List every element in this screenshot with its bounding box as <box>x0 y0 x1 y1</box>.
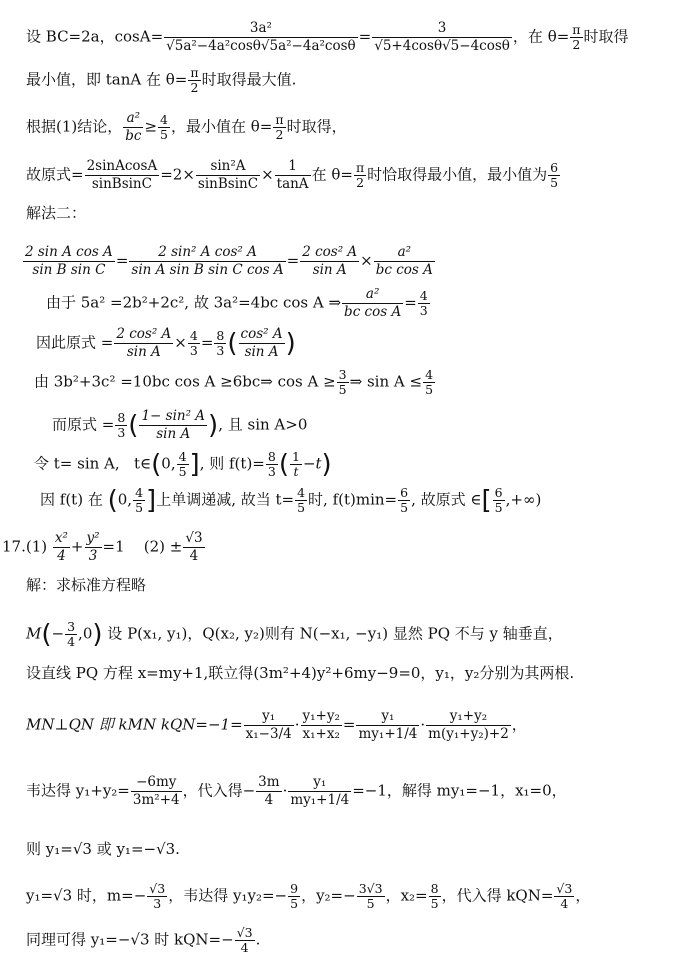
text: ，代入得− <box>182 781 256 800</box>
text: ,0 <box>78 624 93 643</box>
line-6 <box>22 244 436 279</box>
section-heading: 解法二： <box>26 204 87 222</box>
text: (3m²+4)y²+6my−9=0，y₁，y₂分别为其两根. <box>253 664 575 682</box>
fraction <box>188 329 200 358</box>
numerator: a² <box>342 286 403 304</box>
text: 因此原式 = <box>36 333 114 352</box>
denominator: bc cos A <box>344 304 402 320</box>
text: ， <box>511 715 527 734</box>
fraction <box>139 408 207 443</box>
numerator: 8 <box>216 328 225 343</box>
text: ⇒ sin A ≤ <box>349 372 423 391</box>
fraction <box>53 530 70 565</box>
fraction <box>288 774 351 809</box>
fraction <box>290 450 302 479</box>
fraction <box>244 708 294 743</box>
numerator: √3 <box>236 925 253 940</box>
paren: ( <box>41 619 52 650</box>
text: 最小值，即 tanA 在 θ= <box>26 70 188 89</box>
text: y₁=√3 时，m=− <box>26 886 147 905</box>
denominator: 5 <box>135 500 144 515</box>
fraction <box>300 244 359 279</box>
equals: = <box>342 715 356 734</box>
numerator: 4 <box>135 485 144 500</box>
fraction <box>133 486 145 515</box>
line-5 <box>26 202 86 224</box>
line-2 <box>26 66 296 95</box>
fraction <box>235 926 255 955</box>
line-15: M(− $\frac{3}{4}$ ,0) 设 P(x₁, y₁)，Q(x₂, y₂)则有 N(−x₁, −y₁) 显然 PQ 不与 y 轴垂直， <box>26 619 563 650</box>
denominator: t <box>293 464 299 479</box>
numerator: a² <box>374 244 435 262</box>
fraction <box>342 286 403 321</box>
text: =−1，解得 my₁=−1，x₁=0， <box>352 781 567 800</box>
fraction <box>423 368 435 397</box>
fraction <box>426 708 511 743</box>
text: ， <box>575 886 591 905</box>
text: ，最小值在 θ= <box>170 117 273 136</box>
text: 设 BC=2a，cosA= <box>26 27 164 46</box>
numerator: 6 <box>494 485 503 500</box>
numerator: y² <box>86 530 100 546</box>
denominator: 5 <box>430 896 439 911</box>
numerator: 2 sin A cos A <box>25 244 113 260</box>
question-number: 17.(1) <box>2 537 48 556</box>
numerator: y₁ <box>244 708 294 726</box>
line-18: 韦达得 y₁+y₂= $\frac{-6my}{\text{3m²+4}}$ ，代入得− $\frac{3m}{4}$ · $\frac{\text{y₁}}{\text{my₁+1/4}}$ =−1，解得 my₁=−1，x₁=0， <box>26 774 567 808</box>
paren: ( <box>227 328 238 359</box>
fraction <box>295 486 307 515</box>
line-16 <box>26 662 574 684</box>
text: 0, <box>117 490 133 509</box>
numerator: 2 cos² A <box>116 326 172 342</box>
denominator: my₁+1/4 <box>358 726 418 742</box>
numerator: 2sinAcosA <box>86 158 158 174</box>
fraction <box>273 113 285 142</box>
line-19 <box>26 838 180 860</box>
numerator: 3 <box>372 20 512 38</box>
equals: = <box>358 27 372 46</box>
denominator: sin B sin C <box>32 262 106 278</box>
line-7 <box>46 286 431 321</box>
fraction <box>301 708 342 743</box>
numerator: √3 <box>185 530 203 546</box>
text: 则 y₁=√3 或 y₁=−√3. <box>26 840 180 858</box>
denominator: sin A <box>312 262 347 278</box>
line-21 <box>26 926 260 955</box>
numerator: 6 <box>400 485 409 500</box>
text: 上单调递减, 故当 t= <box>156 490 295 509</box>
fraction <box>214 329 226 358</box>
numerator: 4 <box>419 288 428 303</box>
denominator: x₁−3/4 <box>245 726 292 742</box>
text: 因 f(t) 在 <box>40 490 103 509</box>
denominator: m(y₁+y₂)+2 <box>428 726 509 742</box>
denominator: 3 <box>189 343 198 358</box>
fraction <box>256 774 281 809</box>
times: × <box>360 251 373 270</box>
denominator: sin A sin B sin C cos A <box>131 262 284 278</box>
text: 在 θ= <box>311 165 353 184</box>
denominator: 3 <box>216 343 225 358</box>
fraction <box>357 882 385 911</box>
denominator: 5 <box>290 896 299 911</box>
numerator: 4 <box>425 367 434 382</box>
bracket: [ <box>481 485 492 516</box>
denominator: 5 <box>400 500 409 515</box>
denominator: 3 <box>267 464 276 479</box>
bracket: ] <box>189 449 200 480</box>
denominator: 3m²+4 <box>132 792 180 808</box>
numerator: y₁ <box>288 774 351 792</box>
text: 时取得， <box>286 117 347 136</box>
line-8 <box>36 326 296 361</box>
denominator: 3 <box>153 896 162 911</box>
line-10 <box>52 408 307 443</box>
denominator: 5 <box>550 175 559 190</box>
fraction <box>398 486 410 515</box>
denominator: 4 <box>240 940 249 955</box>
text: 而原式 = <box>52 415 115 434</box>
numerator: 8 <box>117 410 126 425</box>
numerator: 6 <box>550 160 559 175</box>
fraction <box>239 326 285 361</box>
text: 设 P(x₁, y₁)，Q(x₂, y₂)则有 N(−x₁, −y₁) 显然 PQ 不与 y 轴垂直， <box>107 624 563 643</box>
fraction <box>65 620 77 649</box>
denominator: 2 <box>572 37 581 52</box>
fraction <box>372 20 512 55</box>
paren: ) <box>285 328 296 359</box>
numerator: 4 <box>297 485 306 500</box>
line-17: MN⊥QN 即 kMN kQN=−1= $\frac{\text{y₁}}{\text{x₁−3/4}}$ · $\frac{\text{y₁+y₂}}{\text{x₁+x₂}}$ = $\frac{\text{y₁}}{\text{my₁+1/4}}$ · $\frac{\text{y₁+y₂}}{\text{m(y₁+y₂)+2}}$ ， <box>26 708 527 742</box>
paren: ( <box>151 449 162 480</box>
numerator: 1 <box>291 449 300 464</box>
text: M <box>26 624 42 643</box>
text: . <box>255 930 261 949</box>
denominator: √5+4cosθ√5−4cosθ <box>374 38 510 54</box>
paren: ) <box>208 410 219 441</box>
text: 时取得 <box>583 27 629 46</box>
line-3 <box>26 110 347 145</box>
fraction <box>23 244 115 279</box>
denominator: 4 <box>560 896 569 911</box>
line-4 <box>26 158 561 193</box>
fraction <box>356 708 419 743</box>
fraction <box>554 882 574 911</box>
denominator: √5a²−4a²cosθ√5a²−4a²cosθ <box>166 38 356 54</box>
text: ，y₂=− <box>301 886 356 905</box>
denominator: tanA <box>276 176 309 192</box>
numerator: −6my <box>131 774 182 792</box>
paren: ) <box>321 449 332 480</box>
fraction <box>337 368 349 397</box>
equals: = <box>200 333 214 352</box>
text: t∈ <box>133 454 152 473</box>
text: (2) ± <box>143 537 183 556</box>
text: ,+∞) <box>505 490 542 509</box>
denominator: my₁+1/4 <box>290 792 350 808</box>
denominator: 5 <box>425 382 434 397</box>
paren: ) <box>92 619 103 650</box>
fraction <box>164 20 358 55</box>
line-1 <box>26 20 629 55</box>
denominator: 5 <box>494 500 503 515</box>
fraction <box>123 110 143 145</box>
denominator: 5 <box>160 127 168 142</box>
fraction <box>188 66 200 95</box>
denominator: x₁+x₂ <box>302 726 340 742</box>
fraction <box>158 113 170 142</box>
numerator: 1− sin² A <box>141 408 206 424</box>
fraction <box>114 326 173 361</box>
text: MN⊥QN 即 kMN kQN=−1= <box>26 715 243 734</box>
text: =1 <box>102 537 125 556</box>
numerator: 2 cos² A <box>302 244 358 260</box>
fraction <box>493 486 505 515</box>
paren: ( <box>278 449 289 480</box>
text: , 故原式 ∈ <box>411 490 482 509</box>
denominator: 4 <box>67 634 76 649</box>
denominator: 2 <box>275 127 284 142</box>
line-14 <box>26 574 146 596</box>
paren: ( <box>107 485 118 516</box>
numerator: x² <box>54 530 68 546</box>
text: 时取得最大值. <box>201 70 297 89</box>
text: 时恰取得最小值，最小值为 <box>367 165 548 184</box>
text: ，在 θ= <box>512 27 570 46</box>
text: 故原式= <box>26 165 84 184</box>
numerator: π <box>355 160 365 175</box>
text: 令 t= sin A, <box>34 454 120 473</box>
fraction <box>354 161 366 190</box>
fraction <box>266 450 278 479</box>
numerator: 1 <box>275 158 311 176</box>
text: 设直线 PQ 方程 x=my+1,联立得 <box>26 664 254 682</box>
denominator: 4 <box>57 548 66 564</box>
text: −t <box>302 454 322 473</box>
numerator: 4 <box>189 328 198 343</box>
denominator: 3 <box>88 548 98 564</box>
fraction <box>131 774 182 809</box>
numerator: 4 <box>178 449 187 464</box>
line-11 <box>34 450 332 479</box>
fraction <box>129 244 285 279</box>
text: 根据(1)结论， <box>26 117 123 136</box>
denominator: sin A <box>244 344 279 360</box>
denominator: 5 <box>297 500 306 515</box>
line-20 <box>26 882 590 911</box>
numerator: 3 <box>67 619 76 634</box>
denominator: 5 <box>338 382 347 397</box>
denominator: 2 <box>356 175 365 190</box>
fraction <box>374 244 435 279</box>
fraction <box>177 450 189 479</box>
numerator: a² <box>123 110 143 128</box>
fraction <box>418 289 430 318</box>
numerator: 9 <box>290 881 299 896</box>
numerator: 8 <box>430 881 439 896</box>
fraction <box>85 158 160 193</box>
fraction <box>429 882 441 911</box>
denominator: 5 <box>366 896 375 911</box>
text: , 且 sin A>0 <box>218 415 308 434</box>
numerator: 4 <box>160 112 168 127</box>
equals: = <box>115 251 129 270</box>
fraction <box>147 882 167 911</box>
paren: ( <box>128 410 139 441</box>
numerator: y₁ <box>356 708 419 726</box>
text: 解：求标准方程略 <box>26 576 147 594</box>
geq: ≥ <box>144 117 158 136</box>
denominator: sinBsinC <box>197 176 259 192</box>
fraction <box>115 411 127 440</box>
denominator: 3 <box>419 303 428 318</box>
times: × <box>261 165 274 184</box>
text: , 则 f(t)= <box>199 454 265 473</box>
times: × <box>174 333 187 352</box>
equals: = <box>404 293 417 312</box>
denominator: sin A <box>156 426 191 442</box>
line-13 <box>2 530 206 565</box>
numerator: π <box>190 65 199 80</box>
fraction <box>548 161 560 190</box>
denominator: bc <box>125 128 142 144</box>
text: 由 3b²+3c² =10bc cos A ≥6bc⇒ cos A ≥ <box>34 372 336 391</box>
denominator: 2 <box>190 80 199 95</box>
numerator: 3m <box>258 774 280 790</box>
text: 由于 5a² =2b²+2c², 故 3a²=4bc cos A ⇒ <box>46 293 342 312</box>
text: =2× <box>160 165 195 184</box>
bracket: ] <box>146 485 157 516</box>
fraction <box>275 158 311 193</box>
denominator: sin A <box>126 344 161 360</box>
numerator: sin²A <box>196 158 260 176</box>
line-9 <box>34 368 436 397</box>
numerator: 2 sin² A cos² A <box>129 244 285 262</box>
numerator: √3 <box>556 881 573 896</box>
numerator: y₁+y₂ <box>302 708 340 724</box>
plus: + <box>70 537 84 556</box>
fraction <box>196 158 260 193</box>
numerator: cos² A <box>240 326 283 342</box>
denominator: 4 <box>189 548 199 564</box>
text: 韦达得 y₁+y₂= <box>26 781 130 800</box>
text: 同理可得 y₁=−√3 时 kQN=− <box>26 930 234 949</box>
denominator: 3 <box>117 425 126 440</box>
numerator: 3a² <box>164 20 358 38</box>
numerator: 3 <box>338 367 347 382</box>
line-12 <box>40 486 541 515</box>
text: ，韦达得 y₁y₂=− <box>168 886 288 905</box>
numerator: π <box>572 22 581 37</box>
numerator: 3√3 <box>358 881 383 896</box>
text: 时, f(t)min= <box>308 490 398 509</box>
fraction <box>570 23 582 52</box>
denominator: bc cos A <box>375 262 433 278</box>
denominator: 5 <box>178 464 187 479</box>
text: 0, <box>161 454 176 473</box>
denominator: sinBsinC <box>91 176 152 192</box>
text: ，代入得 kQN= <box>441 886 554 905</box>
denominator: 4 <box>264 792 274 808</box>
fraction <box>288 882 300 911</box>
numerator: y₁+y₂ <box>426 708 511 726</box>
fraction <box>183 530 204 565</box>
fraction <box>85 530 102 565</box>
equals: = <box>286 251 300 270</box>
numerator: √3 <box>149 881 166 896</box>
text: ，x₂= <box>385 886 428 905</box>
numerator: π <box>275 112 284 127</box>
numerator: 8 <box>267 449 276 464</box>
